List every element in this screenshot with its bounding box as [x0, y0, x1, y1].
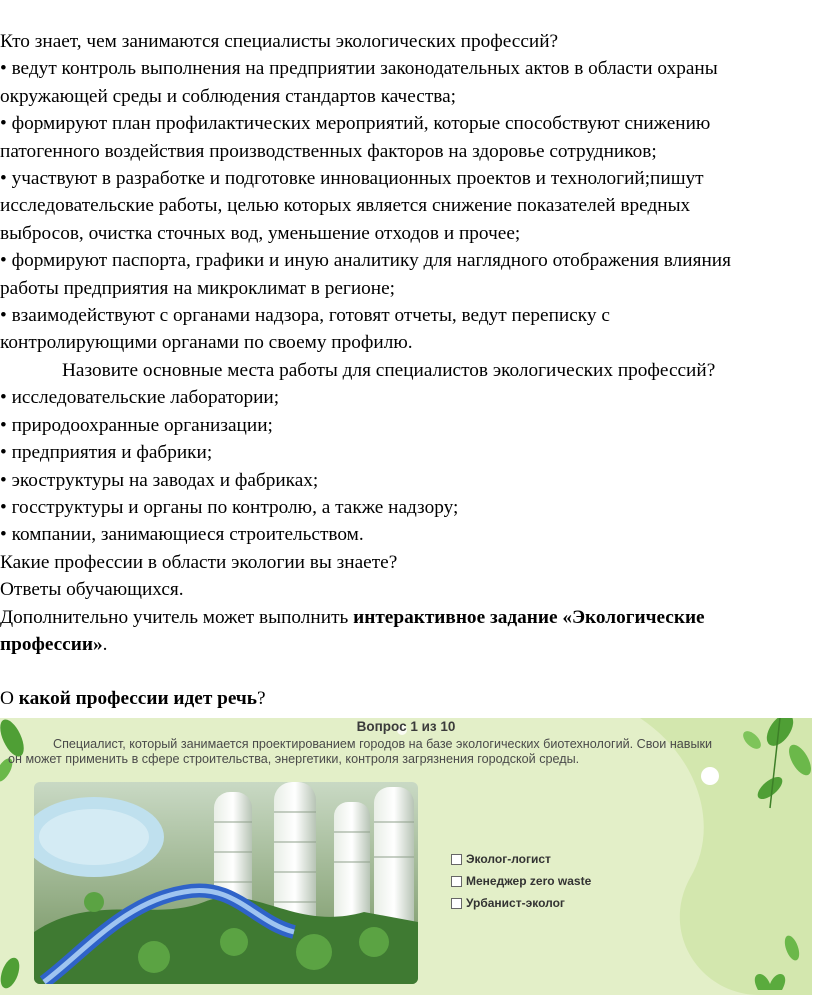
answer-option-label: Менеджер zero waste: [466, 874, 592, 888]
eco-city-image: [34, 782, 418, 984]
workplace-item: • исследовательские лаборатории;: [0, 387, 280, 409]
workplace-item: • предприятия и фабрики;: [0, 442, 213, 464]
checkbox-icon[interactable]: [451, 876, 462, 887]
blank-line: [0, 658, 812, 685]
duty-line: исследовательские работы, целью которых является снижение показателей вредных: [0, 195, 691, 217]
answer-options: [451, 848, 591, 914]
duties-list: [0, 55, 812, 356]
duty-line: выбросов, очистка сточных вод, уменьшение отходов и прочее;: [0, 222, 521, 244]
workplace-item: • экоструктуры на заводах и фабриках;: [0, 469, 319, 491]
checkbox-icon[interactable]: [451, 854, 462, 865]
workplaces-question: Назовите основные места работы для специалистов экологических профессий?: [62, 359, 716, 381]
duty-line: работы предприятия на микроклимат в регионе;: [0, 277, 396, 299]
duty-line: окружающей среды и соблюдения стандартов качества;: [0, 85, 457, 107]
answer-option[interactable]: [451, 848, 591, 870]
duty-line: • формируют план профилактических мероприятий, которые способствуют снижению: [0, 113, 711, 135]
answer-option[interactable]: [451, 870, 591, 892]
duty-line: • формируют паспорта, графики и иную аналитику для наглядного отображения влияния: [0, 250, 731, 272]
answer-option-label: Эколог-логист: [466, 852, 551, 866]
answer-option-label: Урбанист-эколог: [466, 896, 565, 910]
extra-task-line-2: профессии».: [0, 633, 108, 655]
students-answers: Ответы обучающихся.: [0, 579, 184, 601]
duty-line: • участвуют в разработке и подготовке инновационных проектов и технологий;пишут: [0, 168, 704, 190]
question-text: Специалист, который занимается проектированием городов на базе экологических биотехнологий. Свои навыки он может применить в сфере строительства, энергетики, контроля загрязнения городской среды.: [8, 737, 713, 766]
duty-line: • ведут контроль выполнения на предприятии законодательных актов в области охраны: [0, 58, 718, 80]
extra-task-line-1: Дополнительно учитель может выполнить интерактивное задание «Экологические: [0, 606, 705, 628]
intro-question: Кто знает, чем занимаются специалисты экологических профессий?: [0, 31, 559, 52]
duty-line: • взаимодействуют с органами надзора, готовят отчеты, ведут переписку с: [0, 305, 610, 327]
workplace-item: • природоохранные организации;: [0, 414, 273, 436]
duty-line: контролирующими органами по своему профилю.: [0, 332, 413, 354]
question-counter: Вопрос 1 из 10: [356, 719, 456, 734]
workplaces-list: [0, 384, 812, 548]
professions-question: Какие профессии в области экологии вы знаете?: [0, 551, 398, 573]
which-profession-question: О какой профессии идет речь?: [0, 688, 266, 710]
workplace-item: • госструктуры и органы по контролю, а также надзору;: [0, 496, 459, 518]
quiz-screenshot: [0, 718, 812, 995]
document-text: [0, 28, 812, 713]
checkbox-icon[interactable]: [451, 898, 462, 909]
answer-option[interactable]: [451, 892, 591, 914]
interactive-task-title: интерактивное задание «Экологические: [353, 606, 705, 628]
workplace-item: • компании, занимающиеся строительством.: [0, 524, 364, 546]
duty-line: патогенного воздействия производственных факторов на здоровье сотрудников;: [0, 140, 657, 162]
